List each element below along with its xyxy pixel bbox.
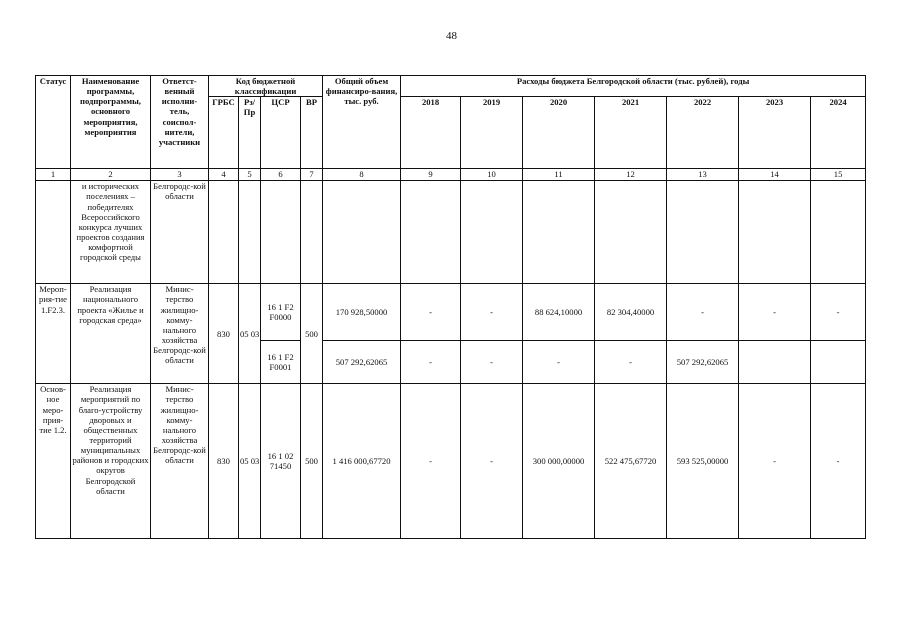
column-number: 2 xyxy=(71,169,151,181)
column-number: 10 xyxy=(461,169,523,181)
cell-grbs: 830 xyxy=(209,284,239,384)
cell-2023: - xyxy=(739,384,811,539)
cell-vr: 500 xyxy=(301,384,323,539)
cell-csr: 16 1 02 71450 xyxy=(261,384,301,539)
page-number: 48 xyxy=(446,30,457,42)
cell-name: Реализация мероприятий по благо-устройству дворовых и общественных территорий муниципальных районов и городских округов Белгородской области xyxy=(71,384,151,539)
column-number: 6 xyxy=(261,169,301,181)
cell-executor: Белгородс-кой области xyxy=(151,181,209,284)
cell-status xyxy=(36,181,71,284)
cell-name: Реализация национального проекта «Жилье и городская среда» xyxy=(71,284,151,384)
cell-2023: - xyxy=(739,284,811,341)
table-row-event-f23-a xyxy=(36,284,866,341)
cell-2021: 522 475,67720 xyxy=(595,384,667,539)
header-year-2020: 2020 xyxy=(523,97,595,169)
cell-2019: - xyxy=(461,284,523,341)
table-row-main-12 xyxy=(36,384,866,539)
column-number: 8 xyxy=(323,169,401,181)
header-name: Наименование программы, подпрограммы, основного мероприятия, мероприятия xyxy=(71,76,151,169)
header-expenses: Расходы бюджета Белгородской области (тыс. рублей), годы xyxy=(401,76,866,97)
budget-table xyxy=(35,75,866,539)
header-rzpr: Рз/ Пр xyxy=(239,97,261,169)
cell-2024: - xyxy=(811,384,866,539)
cell-2022: 507 292,62065 xyxy=(667,341,739,384)
column-number: 12 xyxy=(595,169,667,181)
column-number: 3 xyxy=(151,169,209,181)
header-budget-code: Код бюджетной классификации xyxy=(209,76,323,97)
header-vr: ВР xyxy=(301,97,323,169)
cell-2021: - xyxy=(595,341,667,384)
cell-2018: - xyxy=(401,341,461,384)
cell-2022: - xyxy=(667,284,739,341)
header-year-2023: 2023 xyxy=(739,97,811,169)
header-csr: ЦСР xyxy=(261,97,301,169)
cell-total: 170 928,50000 xyxy=(323,284,401,341)
cell-2024: - xyxy=(811,284,866,341)
column-number: 1 xyxy=(36,169,71,181)
column-number: 15 xyxy=(811,169,866,181)
cell-2024 xyxy=(811,341,866,384)
header-year-2022: 2022 xyxy=(667,97,739,169)
table-row-continuation xyxy=(36,181,866,284)
cell-2020: 88 624,10000 xyxy=(523,284,595,341)
cell-status: Мероп-рия-тие 1.F2.3. xyxy=(36,284,71,384)
cell-executor: Минис-терство жилищно-комму-нального хозяйства Белгородс-кой области xyxy=(151,384,209,539)
column-number-row xyxy=(36,169,866,181)
cell-csr: 16 1 F2 F0000 xyxy=(261,284,301,341)
cell-total: 507 292,62065 xyxy=(323,341,401,384)
column-number: 13 xyxy=(667,169,739,181)
cell-grbs: 830 xyxy=(209,384,239,539)
header-executor: Ответст-венный исполни-тель, соиспол-нители, участники xyxy=(151,76,209,169)
cell-2020: - xyxy=(523,341,595,384)
cell-name: и исторических поселениях – победителях Всероссийского конкурса лучших проектов создания комфортной городской среды xyxy=(71,181,151,284)
cell-2019: - xyxy=(461,341,523,384)
header-year-2018: 2018 xyxy=(401,97,461,169)
cell-executor: Минис-терство жилищно-комму-нального хозяйства Белгородс-кой области xyxy=(151,284,209,384)
cell-2023 xyxy=(739,341,811,384)
header-year-2024: 2024 xyxy=(811,97,866,169)
cell-total: 1 416 000,67720 xyxy=(323,384,401,539)
cell-status: Основ-ное меро-прия-тие 1.2. xyxy=(36,384,71,539)
column-number: 9 xyxy=(401,169,461,181)
cell-rzpr: 05 03 xyxy=(239,384,261,539)
cell-2018: - xyxy=(401,384,461,539)
header-total: Общий объем финансиро-вания, тыс. руб. xyxy=(323,76,401,169)
column-number: 5 xyxy=(239,169,261,181)
cell-2022: 593 525,00000 xyxy=(667,384,739,539)
header-year-2021: 2021 xyxy=(595,97,667,169)
cell-rzpr: 05 03 xyxy=(239,284,261,384)
cell-vr: 500 xyxy=(301,284,323,384)
column-number: 11 xyxy=(523,169,595,181)
cell-2018: - xyxy=(401,284,461,341)
cell-2020: 300 000,00000 xyxy=(523,384,595,539)
cell-csr: 16 1 F2 F0001 xyxy=(261,341,301,384)
column-number: 14 xyxy=(739,169,811,181)
column-number: 4 xyxy=(209,169,239,181)
header-year-2019: 2019 xyxy=(461,97,523,169)
header-grbs: ГРБС xyxy=(209,97,239,169)
header-status: Статус xyxy=(36,76,71,169)
header-row-top xyxy=(36,76,866,97)
cell-2019: - xyxy=(461,384,523,539)
column-number: 7 xyxy=(301,169,323,181)
cell-2021: 82 304,40000 xyxy=(595,284,667,341)
